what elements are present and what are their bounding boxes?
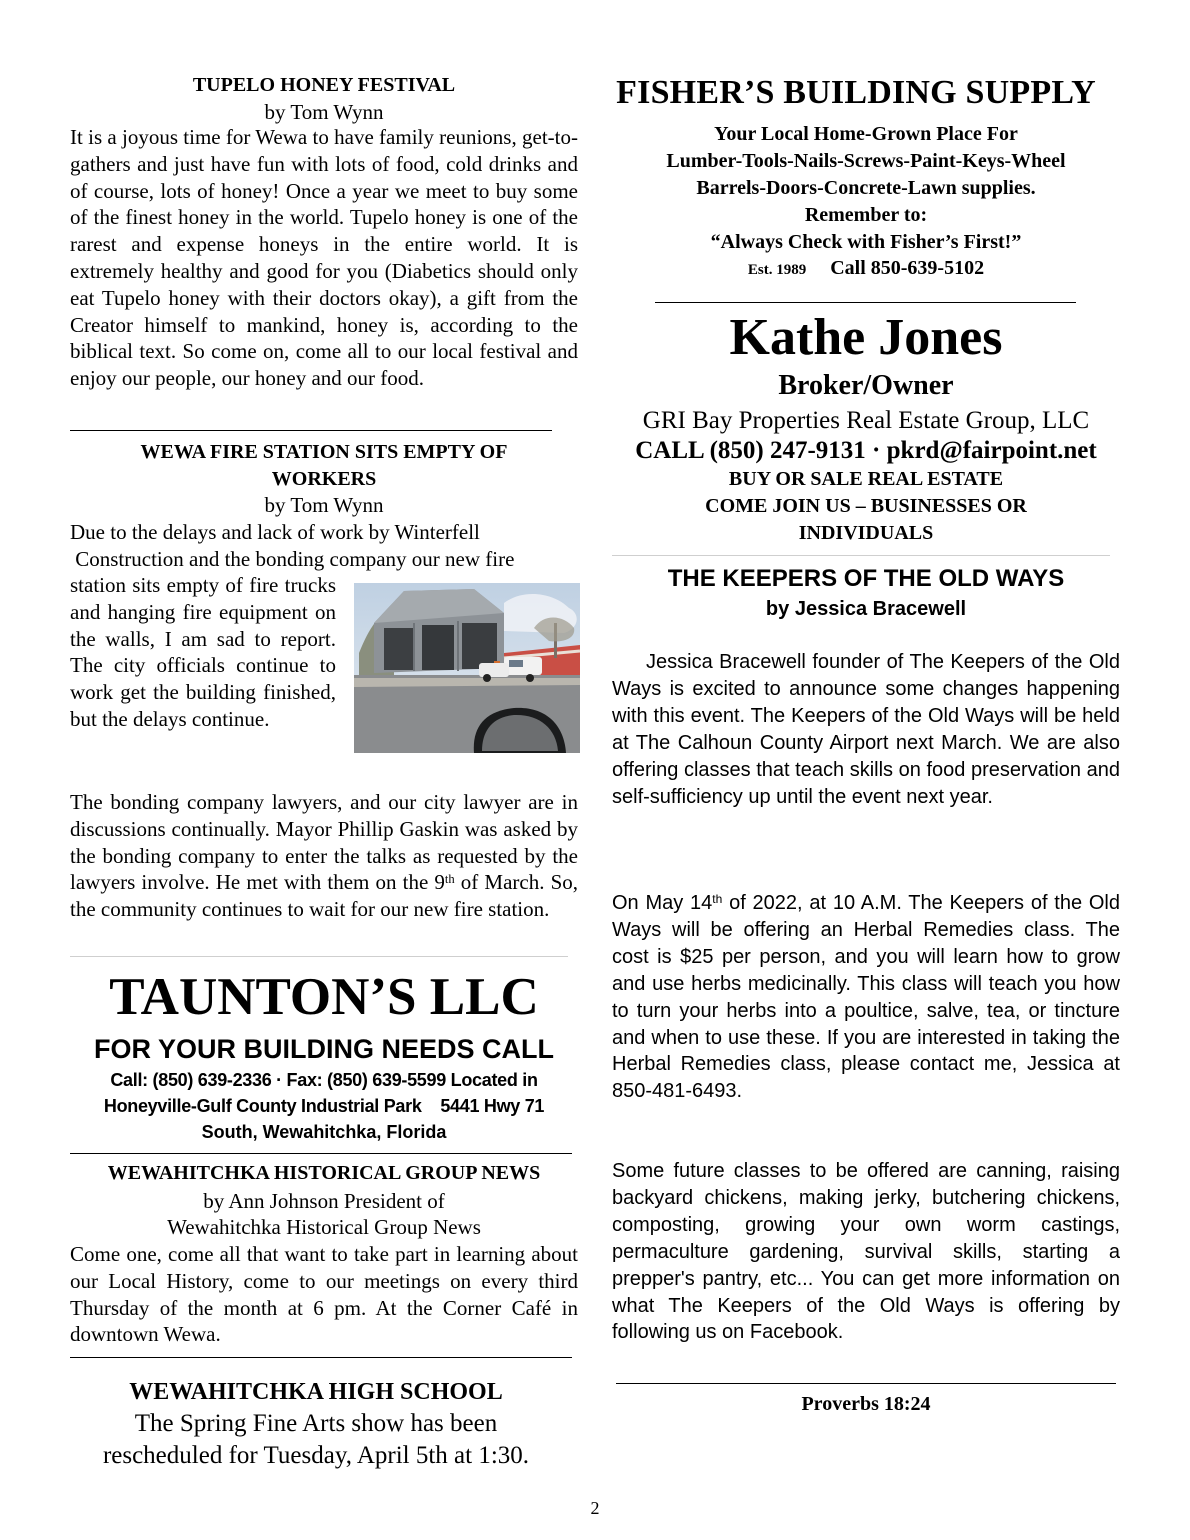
keepers-para3: Some future classes to be offered are canning, raising backyard chickens, making jerky, butchering chickens, composting, growing your own worm castings, permaculture gardening, survival skills, starting a prepper's pantry, etc... You can get more information on what The Keepers of the Old Ways is offering by following us on Facebook.	[612, 1160, 1120, 1344]
divider	[655, 302, 1076, 303]
fishers-line5: “Always Check with Fisher’s First!”	[710, 231, 1022, 253]
fishers-line2: Lumber-Tools-Nails-Screws-Paint-Keys-Wheel	[666, 150, 1066, 172]
kathe-line2: COME JOIN US – BUSINESSES OR	[705, 495, 1027, 517]
proverbs-reference: Proverbs 18:24	[801, 1393, 931, 1415]
historical-body: Come one, come all that want to take part in learning about our Local History, come to our meetings on every third Thursday of the month at 6 pm. At the Corner Café in downtown Wewa.	[70, 1242, 578, 1347]
high-school-title: WEWAHITCHKA HIGH SCHOOL	[129, 1379, 503, 1405]
divider	[70, 956, 568, 957]
divider	[70, 1357, 572, 1358]
fire-station-intro-line2: Construction and the bonding company our new fire	[70, 547, 515, 571]
divider	[70, 1153, 572, 1154]
fishers-line1: Your Local Home-Grown Place For	[714, 123, 1018, 145]
kathe-name: Kathe Jones	[729, 309, 1003, 366]
fishers-call: Call 850-639-5102	[830, 257, 985, 279]
keepers-para1: Jessica Bracewell founder of The Keepers of the Old Ways is excited to announce some changes happening with this event. The Keepers of the Old Ways will be held at The Calhoun County Airport next March. We are also offering classes that teach skills on food preservation and self-sufficiency up until the event next year.	[612, 651, 1120, 808]
kathe-role: Broker/Owner	[778, 370, 954, 401]
keepers-para2	[612, 890, 1120, 1105]
fire-station-body-after: of March. So, the community continues to wait for our new fire station.	[70, 870, 578, 922]
tupelo-body: It is a joyous time for Wewa to have family reunions, get-to-gathers and just have fun with lots of food, cold drinks and of course, lots of honey! Once a year we meet to buy some of the finest honey in the world. Tupelo honey is one of the rarest and expense honeys in the entire world. It is extremely healthy and good for you (Diabetics should only eat Tupelo honey with their doctors okay), a gift from the Creator himself to mankind, honey is, according to the biblical text. So come on, come all to our local festival and enjoy our people, our honey and our food.	[70, 125, 578, 391]
fishers-line3: Barrels-Doors-Concrete-Lawn supplies.	[696, 177, 1036, 199]
kathe-line1: BUY OR SALE REAL ESTATE	[728, 468, 1004, 490]
keepers-para2-before: On May 14	[612, 892, 713, 914]
fishers-name: FISHER’S BUILDING SUPPLY	[616, 74, 1096, 111]
tupelo-title: TUPELO HONEY FESTIVAL	[192, 74, 456, 96]
fire-station-wrap-text: station sits empty of fire trucks and hanging fire equipment on the walls, I am sad to report. The city officials continue to work get the building finished, but the delays continue.	[70, 573, 336, 731]
fire-station-photo	[354, 583, 580, 753]
fishers-contact	[612, 255, 1120, 284]
keepers-para2-after: of 2022, at 10 A.M. The Keepers of the Old Ways will be offering an Herbal Remedies class. The cost is $25 per person, and you will learn how to grow and use herbs medicinally. This class will teach you how to turn your herbs into a poultice, salve, tea, or tincture and when to use these. If you are interested in taking the Herbal Remedies class, please contact me, Jessica at 850-481-6493.	[612, 892, 1120, 1103]
tauntons-name: TAUNTON’S LLC	[109, 968, 539, 1026]
tauntons-contact-line1: Call: (850) 639-2336 · Fax: (850) 639-5599 Located in	[110, 1070, 538, 1090]
fishers-line4: Remember to:	[804, 204, 928, 226]
historical-byline2: Wewahitchka Historical Group News	[167, 1215, 481, 1239]
fire-station-title-line2: WORKERS	[271, 468, 377, 490]
historical-byline1: by Ann Johnson President of	[203, 1189, 445, 1213]
tauntons-contact-line3: South, Wewahitchka, Florida	[201, 1122, 447, 1142]
tauntons-tagline: FOR YOUR BUILDING NEEDS CALL	[93, 1034, 554, 1064]
high-school-line2: rescheduled for Tuesday, April 5th at 1:30.	[102, 1442, 530, 1469]
historical-title: WEWAHITCHKA HISTORICAL GROUP NEWS	[107, 1162, 541, 1184]
fire-station-body-before: The bonding company lawyers, and our city lawyer are in discussions continually. Mayor Phillip Gaskin was asked by the bonding company to enter the talks as requested by the lawyers involve. He met with them on the 9	[70, 790, 578, 895]
divider	[616, 1383, 1116, 1384]
kathe-line3: INDIVIDUALS	[798, 522, 934, 544]
fire-station-body-sup: th	[444, 872, 455, 887]
keepers-para2-sup: th	[712, 892, 723, 906]
keepers-byline: by Jessica Bracewell	[765, 598, 967, 620]
kathe-call: CALL (850) 247-9131 · pkrd@fairpoint.net	[635, 437, 1097, 464]
high-school-line1: The Spring Fine Arts show has been	[134, 1410, 498, 1437]
tauntons-contact-line2: Honeyville-Gulf County Industrial Park 5441 Hwy 71	[103, 1096, 545, 1116]
page-number: 2	[590, 1498, 600, 1518]
divider	[612, 555, 1110, 556]
divider	[70, 430, 552, 431]
tupelo-byline: by Tom Wynn	[264, 100, 384, 124]
fire-station-byline: by Tom Wynn	[264, 493, 384, 517]
kathe-company: GRI Bay Properties Real Estate Group, LLC	[642, 407, 1090, 434]
fishers-est: Est. 1989	[747, 262, 807, 278]
fire-station-title-line1: WEWA FIRE STATION SITS EMPTY OF	[140, 441, 508, 463]
fire-station-intro-line1: Due to the delays and lack of work by Winterfell	[70, 520, 480, 544]
fire-station-body	[70, 789, 578, 923]
keepers-title: THE KEEPERS OF THE OLD WAYS	[667, 565, 1065, 592]
